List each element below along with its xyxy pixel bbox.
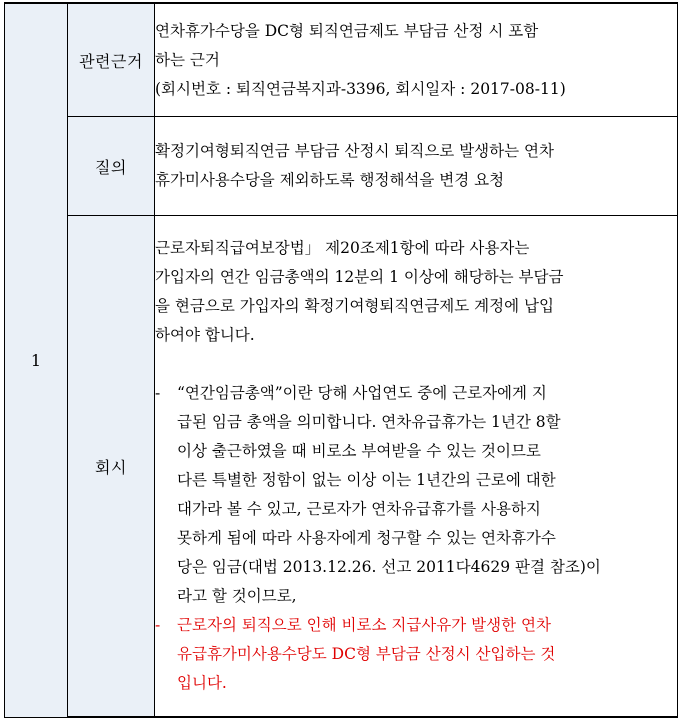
basis-reference: (회시번호 : 퇴직연금복지과-3396, 회시일자 : 2017-08-11) <box>155 79 566 98</box>
table-row-answer <box>5 216 678 718</box>
bullet-line: 입니다. <box>177 674 227 692</box>
question-line: 확정기여형퇴직연금 부담금 산정시 퇴직으로 발생하는 연차 <box>155 142 554 160</box>
bullet-line: 못하게 됨에 따라 사용자에게 청구할 수 있는 연차휴가수 <box>177 529 556 547</box>
answer-line: 근로자퇴직급여보장법」 제20조제1항에 따라 사용자는 <box>155 239 530 257</box>
answer-bullet-conclusion <box>155 611 677 698</box>
answer-line: 을 현금으로 가입자의 확정기여형퇴직연금제도 계정에 납입 <box>155 297 554 315</box>
basis-line: 하는 근거 <box>155 50 220 69</box>
answer-intro <box>155 234 677 350</box>
bullet-line: 유급휴가미사용수당도 DC형 부담금 산정시 산입하는 것 <box>177 645 556 663</box>
bullet-line: “연간임금총액”이란 당해 사업연도 중에 근로자에게 지 <box>177 384 547 402</box>
answer-bullet-definition <box>155 379 677 611</box>
bullet-line: 당은 임금(대법 2013.12.26. 선고 2011다4629 판결 참조)이 <box>177 558 601 576</box>
bullet-line: 대가라 볼 수 있고, 근로자가 연차유급휴가를 사용하지 <box>177 500 541 518</box>
interpretation-table <box>4 2 678 718</box>
bullet-dash: - <box>155 616 161 634</box>
bullet-line: 라고 할 것이므로, <box>177 587 297 605</box>
bullet-line: 근로자의 퇴직으로 인해 비로소 지급사유가 발생한 연차 <box>177 616 551 634</box>
answer-line: 가입자의 연간 임금총액의 12분의 1 이상에 해당하는 부담금 <box>155 268 564 286</box>
row-number-cell <box>5 3 68 717</box>
content-answer <box>155 216 678 718</box>
spacer <box>155 350 677 379</box>
table-row-basis <box>5 3 678 117</box>
content-question <box>155 117 678 216</box>
bullet-line: 다른 특별한 정함이 없는 이상 이는 1년간의 근로에 대한 <box>177 471 556 489</box>
content-basis <box>155 3 678 117</box>
label-basis: 관련근거 <box>68 3 155 117</box>
answer-line: 하여야 합니다. <box>155 326 255 344</box>
label-answer: 회시 <box>68 216 155 718</box>
bullet-line: 급된 임금 총액을 의미합니다. 연차유급휴가는 1년간 8할 <box>177 413 561 431</box>
basis-line: 연차휴가수당을 DC형 퇴직연금제도 부담금 산정 시 포함 <box>155 21 539 40</box>
table-row-question <box>5 117 678 216</box>
question-line: 휴가미사용수당을 제외하도록 행정해석을 변경 요청 <box>155 171 505 189</box>
bullet-line: 이상 출근하였을 때 비로소 부여받을 수 있는 것이므로 <box>177 442 541 460</box>
row-number: 1 <box>30 350 42 370</box>
label-question: 질의 <box>68 117 155 216</box>
bullet-dash: - <box>155 384 161 402</box>
